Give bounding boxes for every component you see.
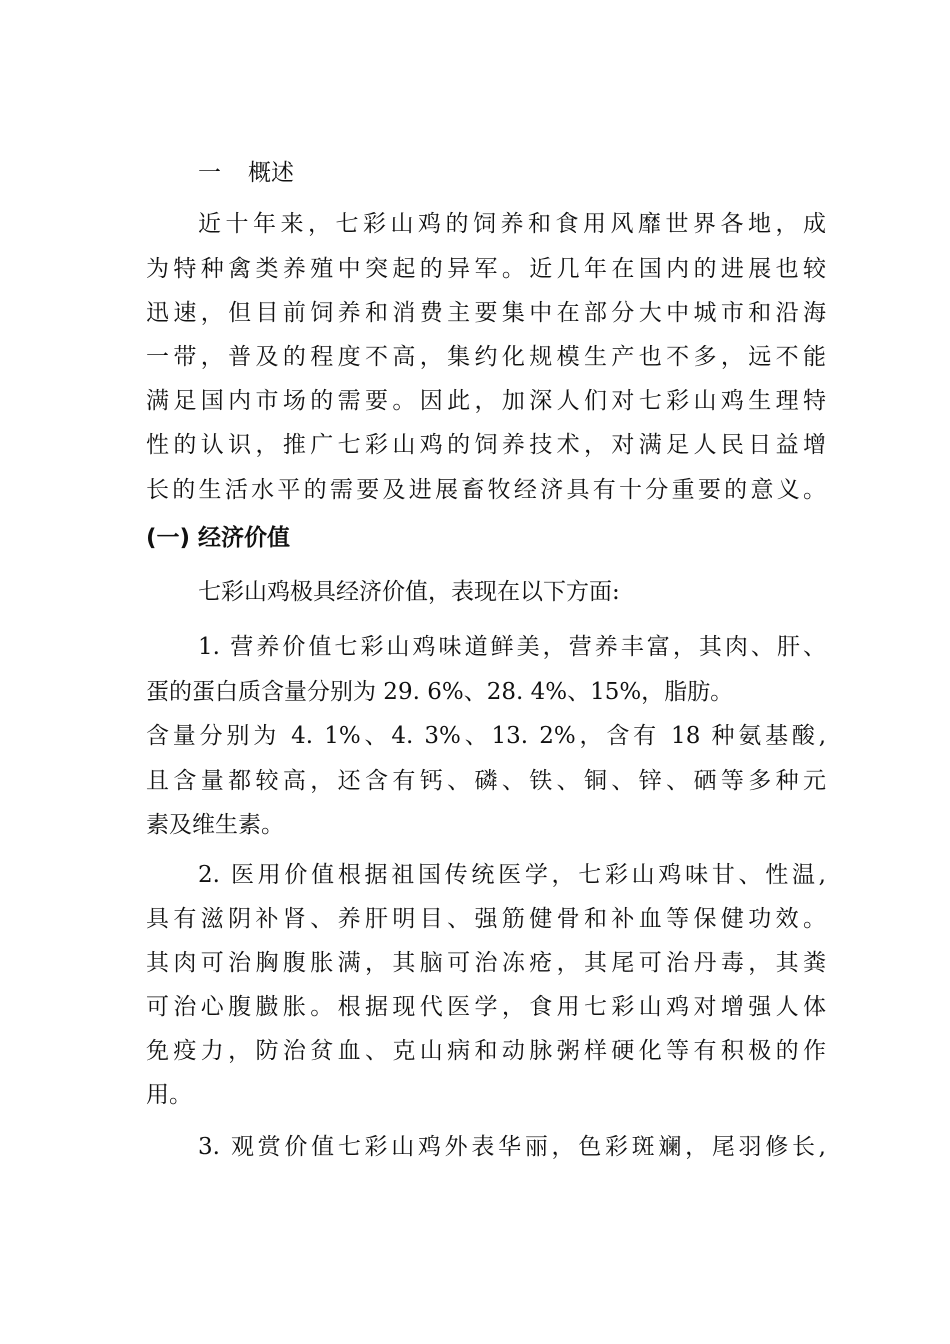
intro-line: 迅速，但目前饲养和消费主要集中在部分大中城市和沿海	[146, 300, 826, 326]
item2-line: 2. 医用价值根据祖国传统医学，七彩山鸡味甘、性温,	[198, 862, 826, 888]
item2-line: 可治心腹臌胀。根据现代医学，食用七彩山鸡对增强人体	[146, 994, 826, 1020]
item3-line: 3. 观赏价值七彩山鸡外表华丽，色彩斑斓，尾羽修长,	[198, 1134, 826, 1160]
item1-line: 含量分别为 4. 1%、4. 3%、13. 2%，含有 18 种氨基酸,	[146, 723, 826, 749]
intro-line: 性的认识，推广七彩山鸡的饲养技术，对满足人民日益增	[146, 432, 826, 458]
subheading-economic-value: (一) 经济价值	[146, 525, 291, 551]
section-number: 一	[198, 160, 221, 186]
item2-line: 具有滋阴补肾、养肝明目、强筋健骨和补血等保健功效。	[146, 906, 826, 932]
intro-line: 近十年来，七彩山鸡的饲养和食用风靡世界各地，成	[198, 211, 826, 237]
intro-line: 为特种禽类养殖中突起的异军。近几年在国内的进展也较	[146, 256, 826, 282]
item1-line: 且含量都较高，还含有钙、磷、铁、铜、锌、硒等多种元	[146, 768, 826, 794]
item1-line: 素及维生素。	[146, 812, 284, 838]
item2-line: 其肉可治胸腹胀满，其脑可治冻疮，其尾可治丹毒，其粪	[146, 950, 826, 976]
intro-line: 长的生活水平的需要及进展畜牧经济具有十分重要的意义。	[146, 477, 826, 503]
intro-line: 一带，普及的程度不高，集约化规模生产也不多，远不能	[146, 344, 826, 370]
item1-line: 蛋的蛋白质含量分别为 29. 6%、28. 4%、15%，脂肪。	[146, 679, 734, 705]
item1-line: 1. 营养价值七彩山鸡味道鲜美，营养丰富，其肉、肝、	[198, 634, 826, 660]
intro-line: 满足国内市场的需要。因此，加深人们对七彩山鸡生理特	[146, 388, 826, 414]
item2-line: 用。	[146, 1082, 192, 1108]
lead-line: 七彩山鸡极具经济价值，表现在以下方面:	[198, 579, 620, 605]
section-heading	[198, 157, 294, 189]
section-title: 概述	[248, 160, 294, 186]
item2-line: 免疫力，防治贫血、克山病和动脉粥样硬化等有积极的作	[146, 1038, 826, 1064]
